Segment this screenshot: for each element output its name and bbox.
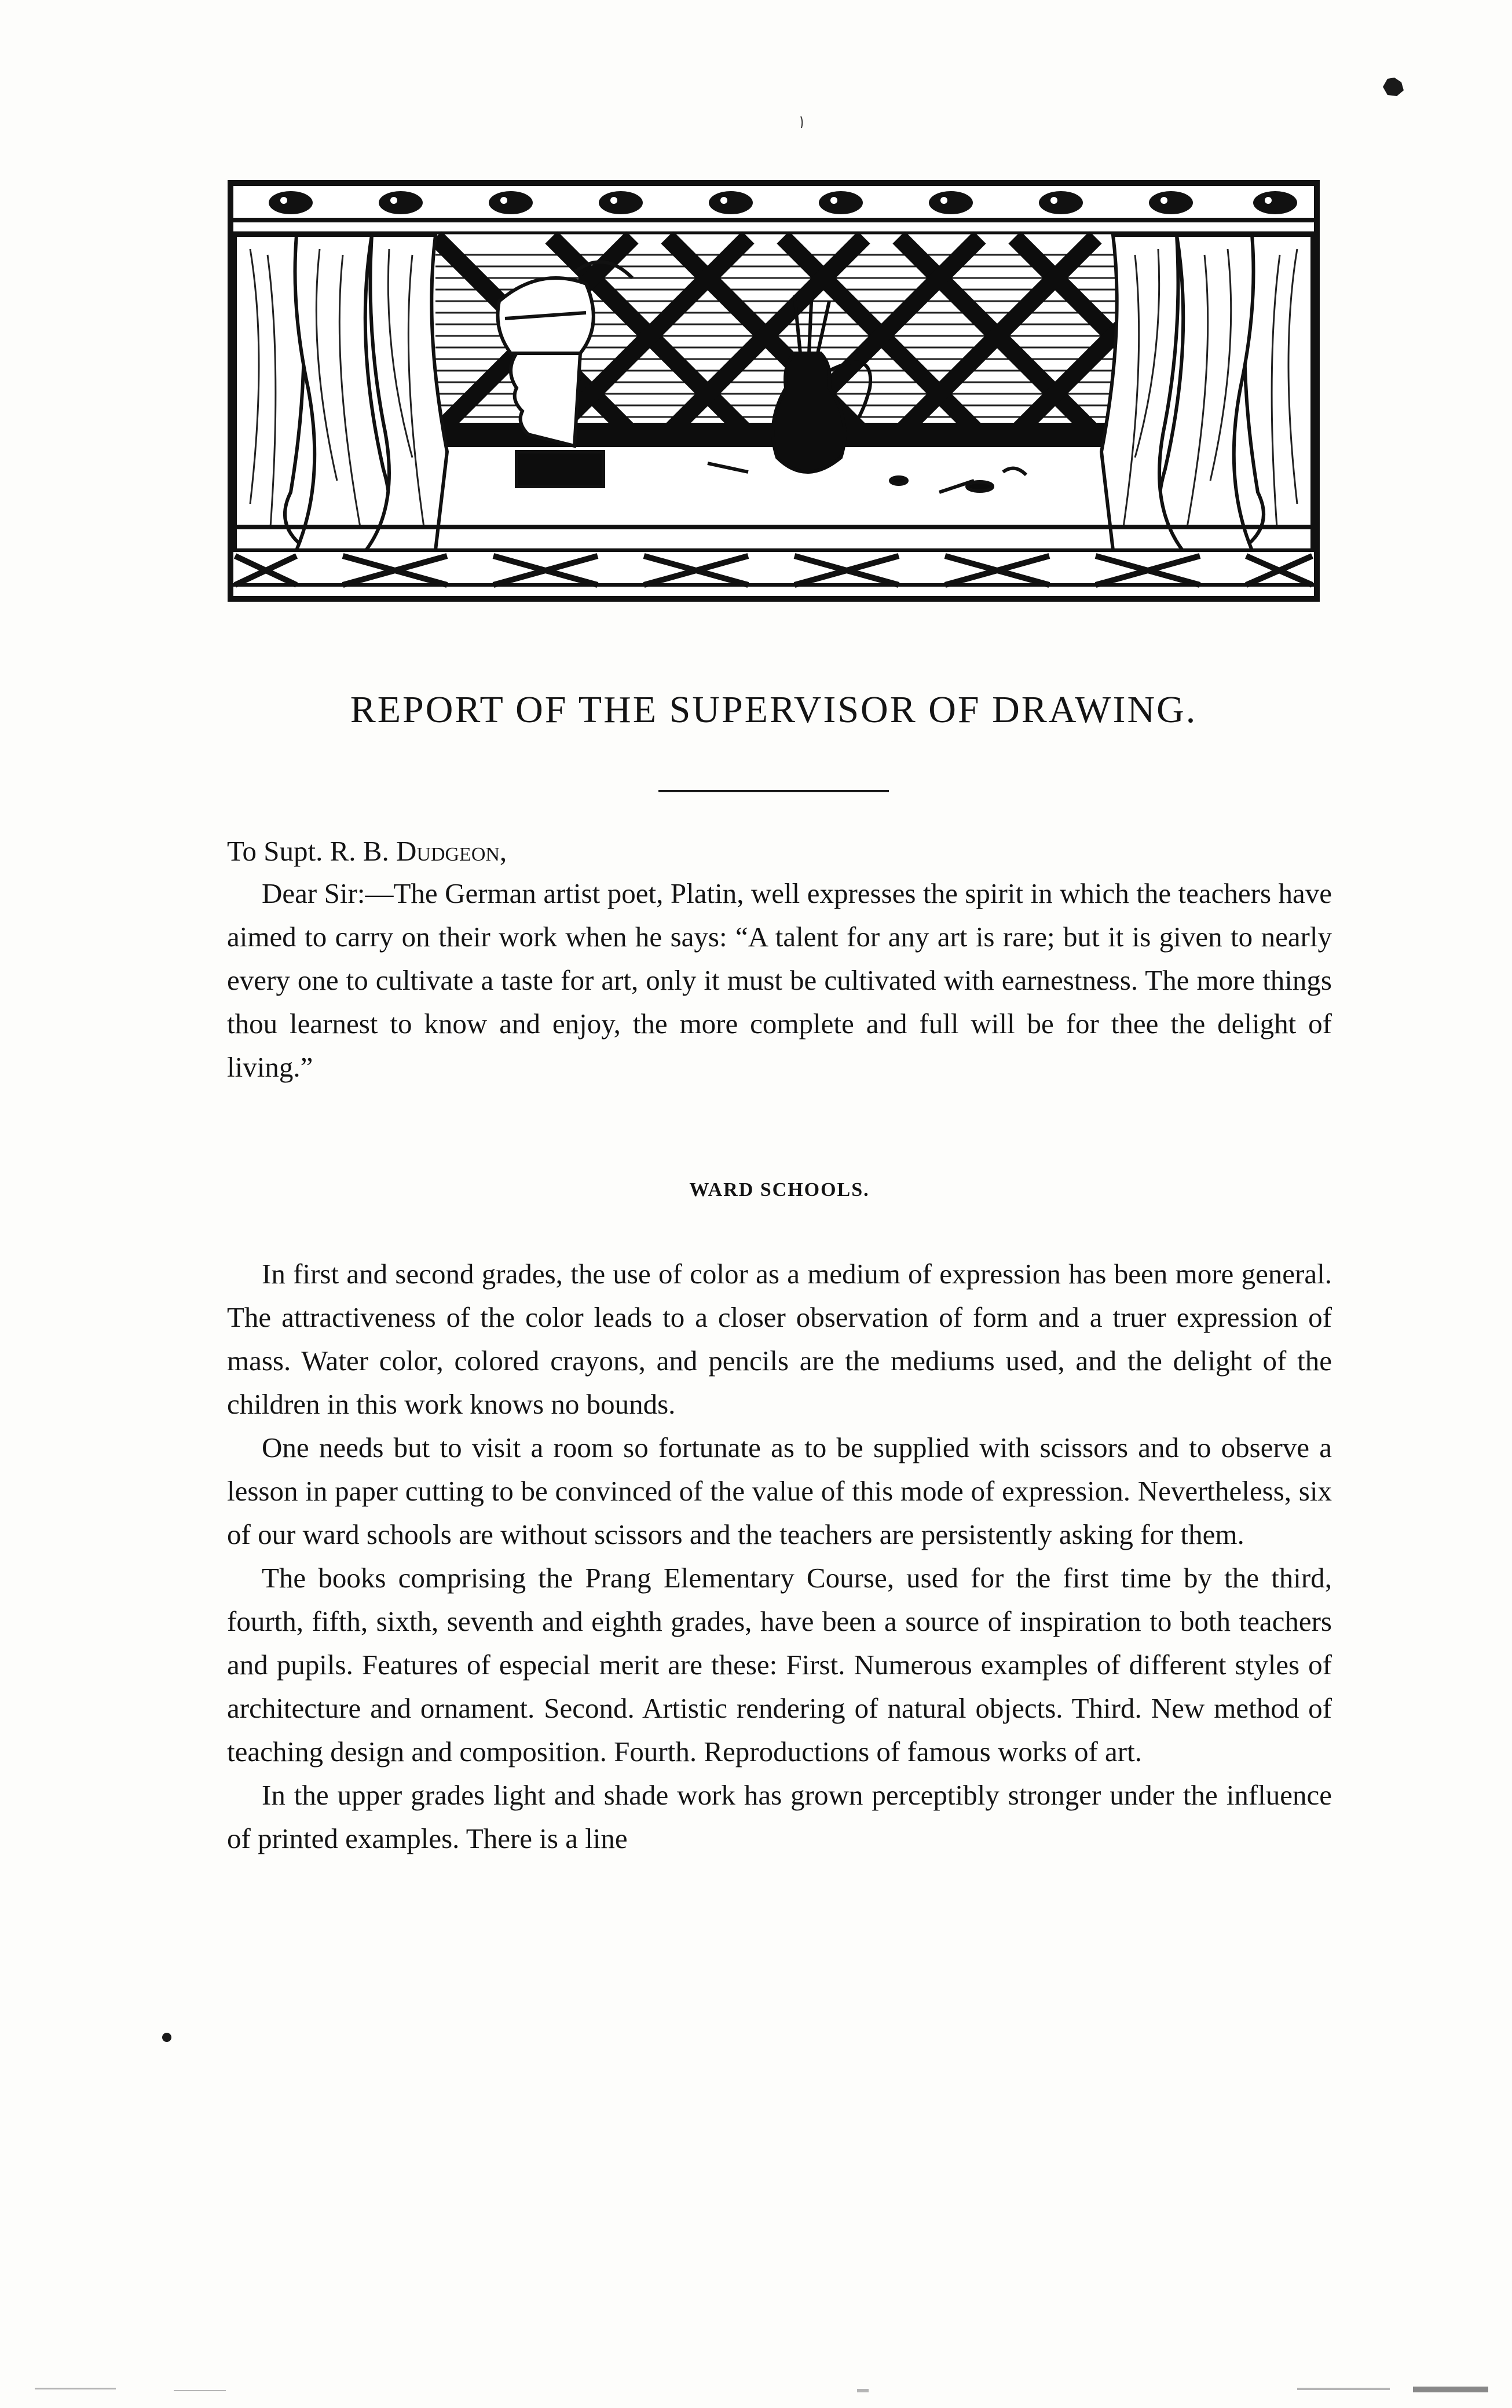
paragraph: In the upper grades light and shade work has grown perceptibly stronger under the influence of printed examples. There is a line: [227, 1779, 1332, 1854]
margin-dot: [162, 2033, 171, 2042]
scan-edge-noise: [0, 2377, 1512, 2400]
title-divider: [658, 790, 889, 792]
section-heading: WARD SCHOOLS.: [689, 1179, 870, 1201]
salutation-prefix: To Supt. R. B.: [227, 835, 396, 867]
salutation: [227, 829, 1332, 873]
page-title: REPORT OF THE SUPERVISOR OF DRAWING.: [350, 689, 1198, 731]
paragraph: One needs but to visit a room so fortunate as to be supplied with scissors and to observe a lesson in paper cutting to be convinced of the value of this mode of expression. Nevertheless, six of our ward schools are without scissors and the teachers are persistently asking for them.: [227, 1432, 1332, 1550]
letter-opening: Dear Sir:—The German artist poet, Platin, well expresses the spirit in which the teachers have aimed to carry on their work when he says: “A talent for any art is rare; but it is given to nearly every one to cultivate a taste for art, only it must be cultivated with earnestness. The more things thou learnest to know and enjoy, the more complete and full will be for thee the delight of living.”: [227, 877, 1332, 1083]
paragraph: The books comprising the Prang Elementary Course, used for the first time by the third, fourth, fifth, sixth, seventh and eighth grades, have been a source of inspiration to both teachers and pupils. Features of especial merit are these: First. Numerous examples of different styles of architecture and ornament. Second. Artistic rendering of natural objects. Third. New method of teaching design and composition. Fourth. Reproductions of famous works of art.: [227, 1562, 1332, 1767]
ink-blot-mark: [1379, 75, 1406, 98]
stray-mark: [800, 116, 804, 129]
header-illustration: [227, 180, 1320, 602]
section-body: [227, 1252, 1332, 1860]
salutation-name: Dudgeon,: [396, 835, 507, 867]
paragraph: In first and second grades, the use of color as a medium of expression has been more general. The attractiveness of the color leads to a closer observation of form and a truer expression of mass. Water color, colored crayons, and pencils are the mediums used, and the delight of the children in this work knows no bounds.: [227, 1258, 1332, 1420]
